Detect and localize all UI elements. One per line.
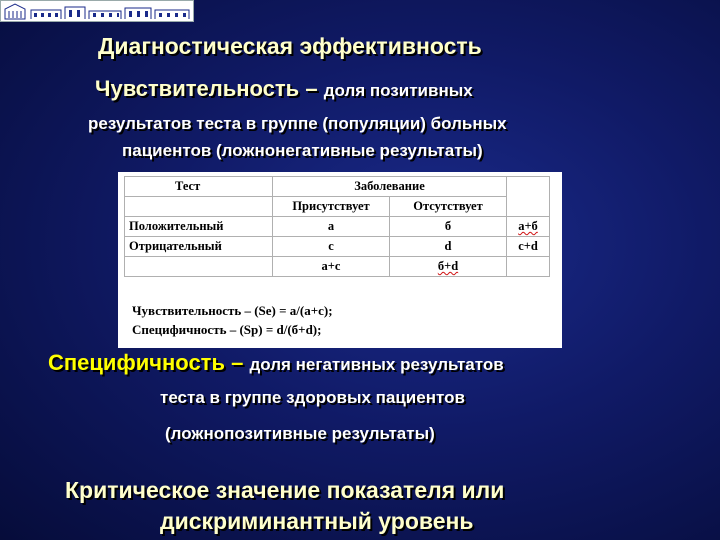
cell-total: c+d [507,237,550,257]
sensitivity-dash: – [299,76,324,101]
cell-total: а+б [507,217,550,237]
row-label: Отрицательный [125,237,273,257]
critical-value-line1: Критическое значение показателя или [65,477,505,503]
cell-absent: б [390,217,507,237]
subheader-absent: Отсутствует [390,197,507,217]
specificity-def-line3: (ложнопозитивные результаты) [165,424,435,443]
sensitivity-definition-line1 [95,76,473,102]
sensitivity-def-line3: пациентов (ложнонегативные результаты) [122,141,483,160]
table-row [125,237,550,257]
subheader-present: Присутствует [273,197,390,217]
table-header-row [125,177,550,197]
critical-value-line2: дискриминантный уровень [160,508,474,534]
sensitivity-def-line1: доля позитивных [323,81,473,100]
contingency-table [124,176,550,277]
logo [0,0,194,22]
total-absent: б+d [390,257,507,277]
sensitivity-term: Чувствительность [95,76,300,101]
specificity-term: Специфичность [48,350,225,375]
table-subheader-row [125,197,550,217]
total-present: а+с [273,257,390,277]
subheader-empty-cell [125,197,273,217]
totals-empty-cell [125,257,273,277]
row-label: Положительный [125,217,273,237]
specificity-definition-line1 [48,350,504,376]
table-totals-row [125,257,550,277]
specificity-dash: – [224,350,250,375]
specificity-def-line2: теста в группе здоровых пациентов [160,388,465,407]
header-test: Тест [125,177,273,197]
header-disease: Заболевание [273,177,507,197]
totals-empty-cell-right [507,257,550,277]
table-row [125,217,550,237]
cell-absent: d [390,237,507,257]
specificity-def-line1: доля негативных результатов [249,355,504,374]
cell-present: с [273,237,390,257]
contingency-table-figure [118,172,562,348]
formula-specificity: Специфичность – (Sp) = d/(б+d); [132,322,322,337]
slide-title: Диагностическая эффективность [98,33,482,59]
cell-present: а [273,217,390,237]
sensitivity-def-line2: результатов теста в группе (популяции) больных [88,114,507,133]
header-empty-cell [507,177,550,217]
formula-sensitivity: Чувствительность – (Se) = a/(a+c); [132,303,333,318]
